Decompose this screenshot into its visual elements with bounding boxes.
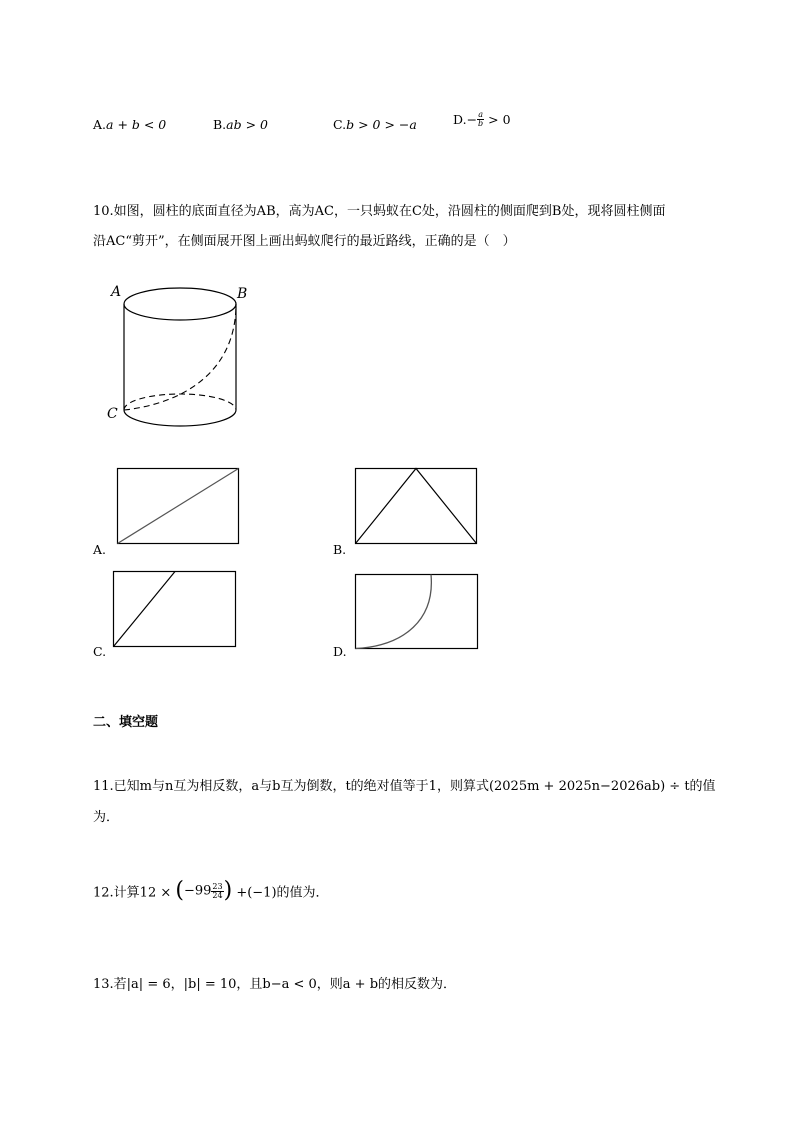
option-letter: A. [93, 117, 107, 132]
cylinder-figure [100, 282, 260, 442]
choice-d-label: D. [333, 644, 347, 659]
q11-stem-line2: 为． [93, 810, 120, 825]
option-expression: ab > 0 [226, 117, 268, 132]
fraction-denominator: 24 [212, 890, 223, 900]
q10-stem-line1: 10.如图，圆柱的底面直径为AB，高为AC，一只蚂蚁在C处，沿圆柱的侧面爬到B处，现将圆柱侧面 [93, 204, 666, 219]
choice-c-diagram [113, 571, 237, 648]
q12-stem [93, 880, 329, 902]
cylinder-bottom-front [124, 410, 236, 426]
fraction-denominator: b [478, 119, 484, 128]
option-sign: − [466, 112, 478, 127]
fraction-numerator: 23 [212, 881, 223, 891]
point-label-c: C [107, 406, 118, 422]
option-expression: > 0 [484, 112, 511, 127]
choice-d-diagram [355, 574, 479, 650]
q11-stem-line1: 11.已知m与n互为相反数，a与b互为倒数，t的绝对值等于1，则算式(2025m + 2025n−2026ab) ÷ t的值 [93, 779, 716, 794]
q9-option-a [93, 117, 166, 132]
option-letter: B. [213, 117, 227, 132]
open-paren: ( [175, 878, 184, 903]
fraction-numerator: a [478, 110, 483, 119]
point-label-a: A [111, 284, 122, 300]
q12-suffix: +(−1)的值为． [232, 885, 329, 901]
close-paren: ) [223, 878, 233, 903]
q10-stem-line2: 沿AC“剪开”，在侧面展开图上画出蚂蚁爬行的最近路线，正确的是（ ） [93, 234, 516, 249]
choice-b-diagram [355, 468, 478, 545]
choice-c-label: C. [93, 644, 107, 659]
option-letter: C. [333, 117, 347, 132]
q13-stem: 13.若|a| = 6，|b| = 10，且b−a < 0，则a + b的相反数为． [93, 977, 457, 992]
option-letter: D. [453, 112, 467, 127]
choice-b-label: B. [333, 542, 347, 557]
cylinder-bottom-back [124, 394, 236, 410]
option-expression: a + b < 0 [106, 117, 167, 132]
fraction [211, 883, 223, 900]
cylinder-top-ellipse [124, 288, 236, 320]
choice-a-label: A. [93, 542, 107, 557]
q12-prefix: 12.计算12 × [93, 885, 176, 901]
option-expression: b > 0 > −a [346, 117, 417, 132]
mixed-number-whole: −99 [183, 883, 212, 899]
point-label-b: B [237, 286, 248, 302]
section-title: 二、填空题 [93, 715, 159, 730]
q9-option-b [213, 117, 268, 132]
q9-option-c [333, 117, 417, 132]
choice-a-diagram [117, 468, 240, 545]
q9-option-d [453, 111, 511, 128]
